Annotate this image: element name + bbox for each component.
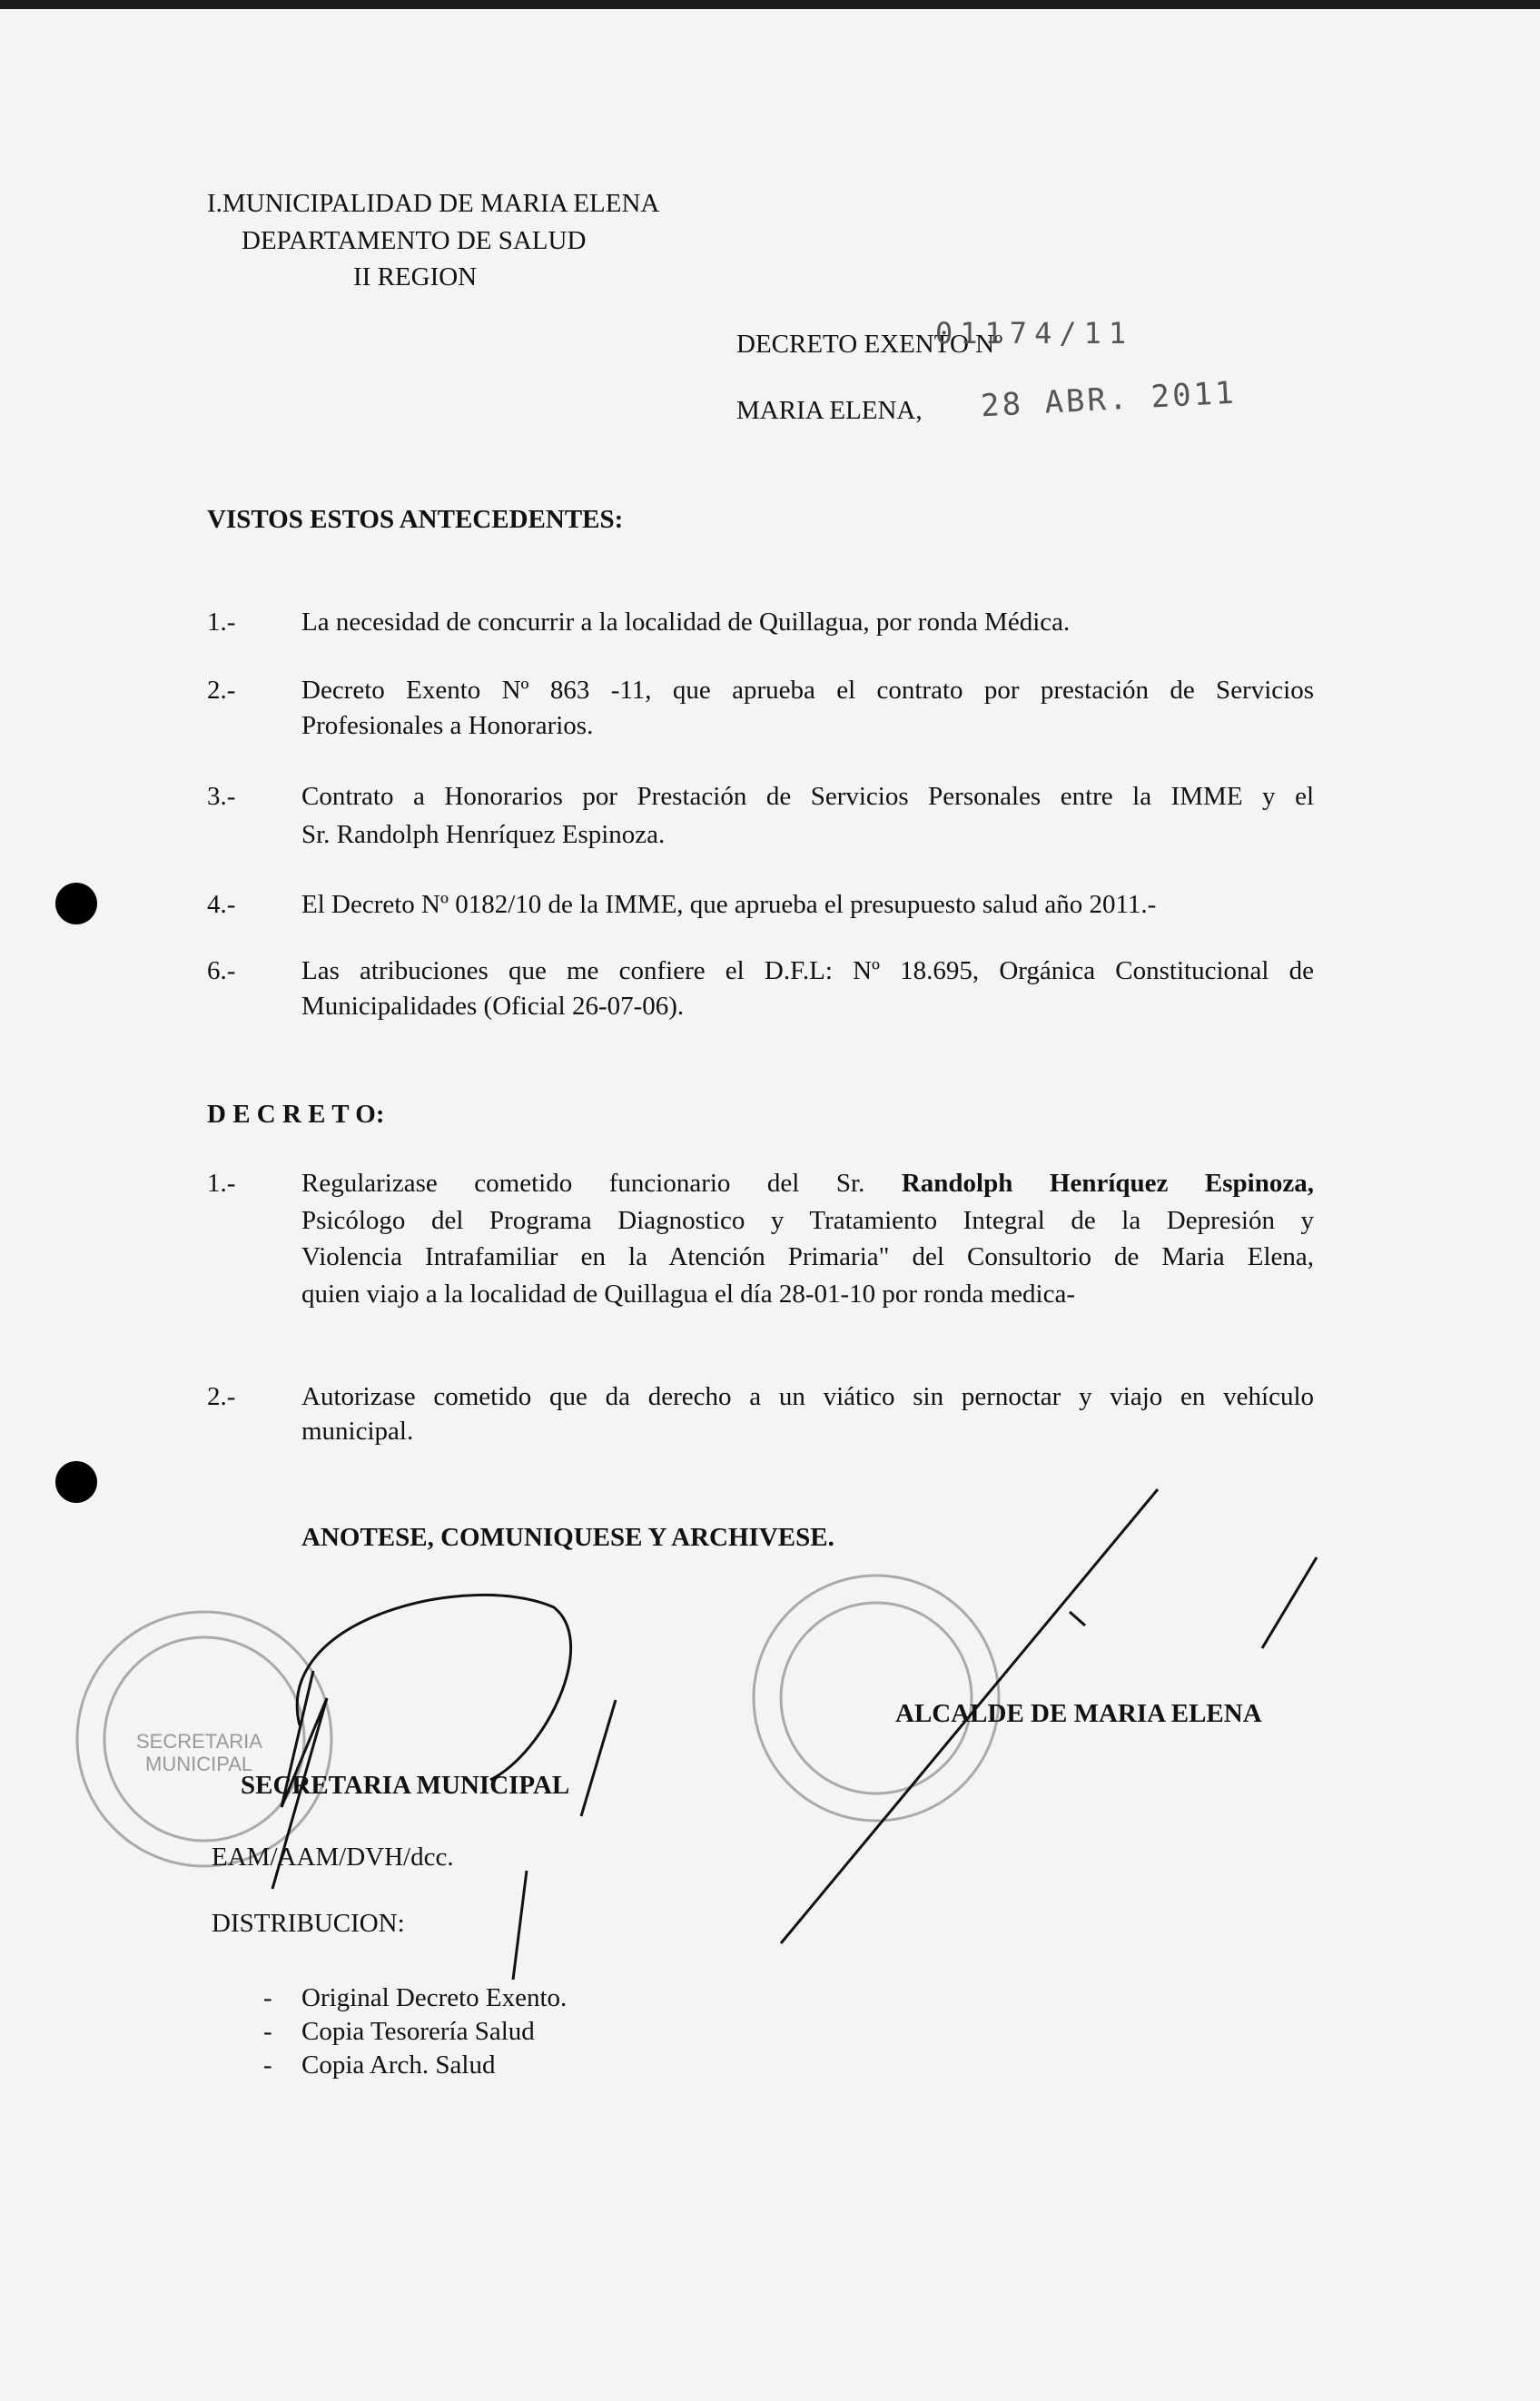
distribution-title: DISTRIBUCION: xyxy=(212,1909,405,1938)
vistos-text: Decreto Exento Nº 863 -11, que aprueba el contrato por prestación de Servicios xyxy=(301,676,1314,705)
vistos-num: 3.- xyxy=(207,782,236,811)
decree-number-stamp: 01174/11 xyxy=(935,316,1134,351)
header-line1: I.MUNICIPALIDAD DE MARIA ELENA xyxy=(207,189,660,218)
distribution-item: Original Decreto Exento. xyxy=(301,1983,568,2012)
vistos-text: Municipalidades (Oficial 26-07-06). xyxy=(301,992,685,1021)
decreto-text: Violencia Intrafamiliar en la Atención Primaria" del Consultorio de Maria Elena, xyxy=(301,1242,1314,1271)
vistos-num: 1.- xyxy=(207,608,236,637)
distribution-item: Copia Arch. Salud xyxy=(301,2050,496,2080)
date-stamp: 28 ABR. 2011 xyxy=(980,374,1238,425)
decreto-text: Regularizase cometido funcionario del Sr. Randolph Henríquez Espinoza, xyxy=(301,1169,1314,1198)
secretaria-seal xyxy=(77,1612,331,1866)
person-name: Randolph Henríquez Espinoza, xyxy=(901,1169,1314,1198)
mayor-title: ALCALDE DE MARIA ELENA xyxy=(895,1699,1262,1728)
decreto-num: 2.- xyxy=(207,1382,236,1411)
header-line2: DEPARTAMENTO DE SALUD xyxy=(242,226,587,255)
decreto-text: Psicólogo del Programa Diagnostico y Tratamiento Integral de la Depresión y xyxy=(301,1206,1314,1235)
vistos-text: La necesidad de concurrir a la localidad de Quillagua, por ronda Médica. xyxy=(301,608,1071,637)
vistos-text: Las atribuciones que me confiere el D.F.L: Nº 18.695, Orgánica Constitucional de xyxy=(301,956,1314,985)
distribution-item: Copia Tesorería Salud xyxy=(301,2017,535,2046)
closing: ANOTESE, COMUNIQUESE Y ARCHIVESE. xyxy=(301,1523,834,1552)
decreto-text: Autorizase cometido que da derecho a un viático sin pernoctar y viajo en vehículo xyxy=(301,1382,1314,1411)
vistos-num: 6.- xyxy=(207,956,236,985)
bullet: - xyxy=(263,2017,272,2046)
initials: EAM/AAM/DVH/dcc. xyxy=(212,1843,454,1872)
vistos-num: 4.- xyxy=(207,890,236,919)
decreto-text: quien viajo a la localidad de Quillagua el día 28-01-10 por ronda medica- xyxy=(301,1280,1075,1309)
vistos-text: Profesionales a Honorarios. xyxy=(301,711,594,740)
decree-number-label: DECRETO EXENTO Nº xyxy=(736,330,1003,359)
bullet: - xyxy=(263,2050,272,2080)
decreto-title: D E C R E T O: xyxy=(207,1100,385,1129)
place-label: MARIA ELENA, xyxy=(736,396,923,425)
vistos-text: El Decreto Nº 0182/10 de la IMME, que aprueba el presupuesto salud año 2011.- xyxy=(301,890,1157,919)
decreto-text: municipal. xyxy=(301,1417,414,1446)
secretary-title: SECRETARIA MUNICIPAL xyxy=(241,1771,570,1800)
vistos-title: VISTOS ESTOS ANTECEDENTES: xyxy=(207,505,624,534)
vistos-num: 2.- xyxy=(207,676,236,705)
vistos-text: Sr. Randolph Henríquez Espinoza. xyxy=(301,820,666,849)
svg-text:SECRETARIA: SECRETARIA xyxy=(136,1730,262,1753)
punch-hole xyxy=(55,883,97,924)
header-line3: II REGION xyxy=(353,262,478,291)
decreto-num: 1.- xyxy=(207,1169,236,1198)
vistos-text: Contrato a Honorarios por Prestación de Servicios Personales entre la IMME y el xyxy=(301,782,1314,811)
punch-hole xyxy=(55,1461,97,1503)
svg-text:MUNICIPAL: MUNICIPAL xyxy=(145,1753,253,1775)
bullet: - xyxy=(263,1983,272,2012)
